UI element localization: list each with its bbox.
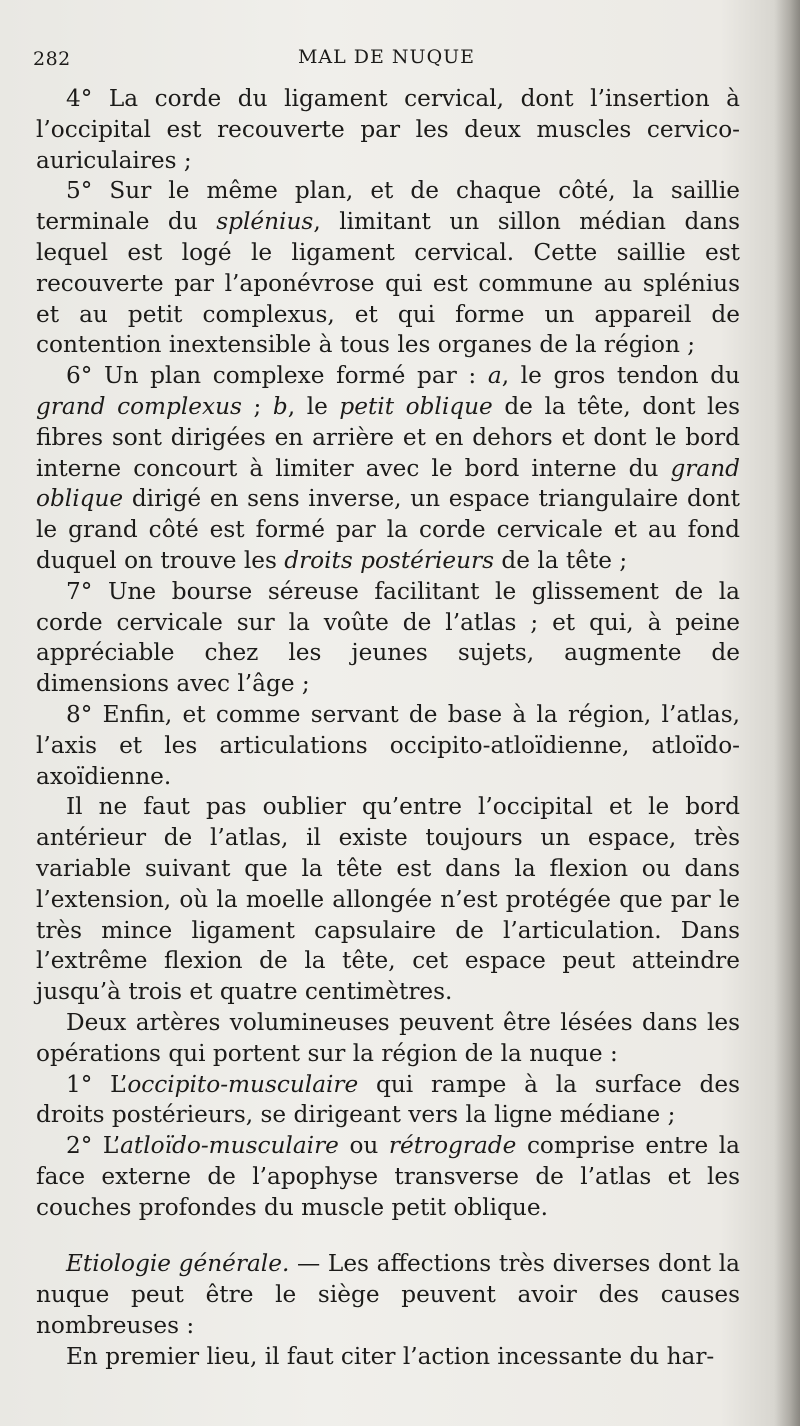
text-run: comprise entre la face externe de l’apophyse transverse de l’atlas et les couches profondes du muscle petit oblique. bbox=[36, 1132, 740, 1221]
text-run: de la tête ; bbox=[494, 546, 628, 574]
text-run: Deux artères volumineuses peuvent être lésées dans les opérations qui portent sur la région de la nuque : bbox=[36, 1008, 740, 1067]
paragraph bbox=[36, 84, 740, 176]
paragraph bbox=[36, 1342, 740, 1373]
text-run: 8° Enfin, et comme servant de base à la région, l’atlas, l’axis et les articulations occipito-atloïdienne, atloïdo-axoïdienne. bbox=[36, 700, 740, 790]
paragraph bbox=[36, 176, 740, 361]
paragraph bbox=[36, 577, 740, 700]
text-run: de la tête, dont les fibres sont dirigées en arrière et en dehors et dont le bord interne concourt à limiter avec le bord interne du bbox=[36, 392, 740, 482]
text-run: 1° L’ bbox=[66, 1070, 128, 1098]
paragraph bbox=[36, 1131, 740, 1223]
text-run: ou bbox=[338, 1132, 389, 1160]
italic-term: grand oblique bbox=[36, 454, 740, 513]
body-text bbox=[36, 84, 740, 1373]
text-run: dirigé en sens inverse, un espace triangulaire dont le grand côté est formé par la corde cervicale et au fond duquel on trouve les bbox=[36, 485, 740, 574]
text-run: 6° Un plan complexe formé par : bbox=[66, 362, 488, 390]
text-run: ; bbox=[241, 392, 273, 420]
text-run: 4° La corde du ligament cervical, dont l’insertion à l’occipital est recouverte par les deux muscles cervico-auriculaires ; bbox=[36, 85, 740, 174]
italic-term: b bbox=[272, 392, 288, 420]
italic-term: a bbox=[487, 362, 502, 390]
italic-term: occipito-musculaire bbox=[127, 1070, 359, 1098]
italic-term: Etiologie générale. bbox=[66, 1250, 290, 1278]
italic-term: splénius bbox=[216, 208, 314, 236]
paragraph bbox=[36, 1249, 740, 1341]
text-run: 7° Une bourse séreuse facilitant le glissement de la corde cervicale sur la voûte de l’atlas ; et qui, à peine appréciable chez les jeunes sujets, augmente de dimensions avec l’âge ; bbox=[36, 577, 740, 698]
text-run: 5° Sur le même plan, et de chaque côté, la saillie terminale du bbox=[36, 177, 740, 236]
text-run: , le gros tendon du bbox=[501, 362, 740, 390]
page-edge-shadow bbox=[774, 0, 800, 1426]
text-run: — Les affections très diverses dont la nuque peut être le siège peuvent avoir des causes nombreuses : bbox=[36, 1250, 740, 1340]
paragraph bbox=[36, 1070, 740, 1132]
page-header bbox=[33, 44, 740, 74]
text-run: qui rampe à la surface des droits postérieurs, se dirigeant vers la ligne médiane ; bbox=[36, 1070, 740, 1129]
running-title: MAL DE NUQUE bbox=[297, 46, 476, 68]
italic-term: grand complexus bbox=[36, 392, 242, 420]
text-run: 2° L’ bbox=[66, 1132, 121, 1160]
paragraph bbox=[36, 361, 740, 577]
paragraph bbox=[36, 792, 740, 1008]
italic-term: rétrograde bbox=[388, 1132, 517, 1160]
paragraph bbox=[36, 1008, 740, 1070]
paragraph bbox=[36, 700, 740, 792]
text-run: Il ne faut pas oublier qu’entre l’occipital et le bord antérieur de l’atlas, il existe toujours un espace, très variable suivant que la tête est dans la flexion ou dans l’extension, où la moelle allongée n’est protégée que par le très mince ligament capsulaire de l’articulation. Dans l’extrême flexion de la tête, cet espace peut atteindre jusqu’à trois et quatre centimètres. bbox=[36, 793, 740, 1006]
text-run: En premier lieu, il faut citer l’action incessante du har- bbox=[66, 1342, 715, 1370]
text-run: , le bbox=[287, 392, 340, 420]
italic-term: petit oblique bbox=[339, 392, 493, 420]
italic-term: atloïdo-musculaire bbox=[120, 1132, 339, 1160]
text-run: , limitant un sillon médian dans lequel est logé le ligament cervical. Cette saillie est recouverte par l’aponévrose qui est commune au splénius et au petit complexus, et qui forme un appareil de contention inextensible à tous les organes de la région ; bbox=[36, 208, 740, 359]
italic-term: droits postérieurs bbox=[284, 546, 495, 574]
page-number: 282 bbox=[33, 48, 71, 70]
